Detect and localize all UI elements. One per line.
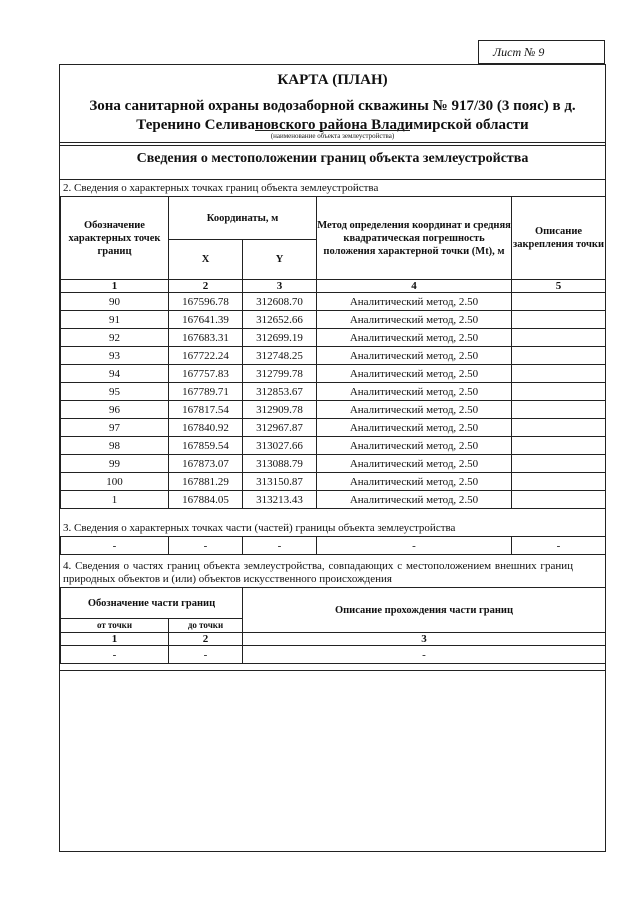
table-row <box>61 365 606 383</box>
cell-y: 312608.70 <box>243 293 317 311</box>
table-row <box>61 311 606 329</box>
col-number: 1 <box>61 280 169 293</box>
cell-point: 95 <box>61 383 169 401</box>
cell-desc <box>512 491 606 509</box>
table-cell: - <box>243 646 606 664</box>
cell-point: 91 <box>61 311 169 329</box>
cell-desc <box>512 293 606 311</box>
divider <box>60 142 605 143</box>
header-method: Метод определения координат и средняя квадратическая погрешность положения характерной точки (Mt), м <box>317 197 512 280</box>
table-cell: - <box>243 537 317 555</box>
cell-x: 167817.54 <box>169 401 243 419</box>
table-row <box>61 401 606 419</box>
points-table <box>60 196 606 509</box>
cell-point: 97 <box>61 419 169 437</box>
note-underline <box>255 130 410 131</box>
divider <box>60 179 605 180</box>
header-part-description: Описание прохождения части границ <box>243 588 606 633</box>
table-row <box>61 419 606 437</box>
cell-desc <box>512 329 606 347</box>
cell-point: 100 <box>61 473 169 491</box>
header-part-designation: Обозначение части границ <box>61 588 243 619</box>
cell-desc <box>512 437 606 455</box>
section3-label: 3. Сведения о характерных точках части (частей) границы объекта землеустройства <box>63 522 456 534</box>
cell-method: Аналитический метод, 2.50 <box>317 455 512 473</box>
cell-y: 312967.87 <box>243 419 317 437</box>
section4-label: 4. Сведения о частях границ объекта землеустройства, совпадающих с местоположением внешних границ природных объектов и (или) объектов искусственного происхождения <box>63 560 573 585</box>
cell-desc <box>512 455 606 473</box>
sheet-number-text: Лист № 9 <box>493 44 545 59</box>
divider <box>60 145 605 146</box>
cell-x: 167840.92 <box>169 419 243 437</box>
header-designation: Обозначение характерных точек границ <box>61 197 169 280</box>
cell-y: 313027.66 <box>243 437 317 455</box>
cell-y: 313213.43 <box>243 491 317 509</box>
cell-x: 167859.54 <box>169 437 243 455</box>
cell-method: Аналитический метод, 2.50 <box>317 329 512 347</box>
table-row <box>61 383 606 401</box>
cell-point: 98 <box>61 437 169 455</box>
cell-desc <box>512 419 606 437</box>
document-frame <box>59 64 606 852</box>
table-row <box>61 347 606 365</box>
table-cell: - <box>169 537 243 555</box>
cell-y: 312699.19 <box>243 329 317 347</box>
cell-y: 312853.67 <box>243 383 317 401</box>
cell-point: 93 <box>61 347 169 365</box>
cell-desc <box>512 311 606 329</box>
cell-method: Аналитический метод, 2.50 <box>317 473 512 491</box>
cell-x: 167789.71 <box>169 383 243 401</box>
sheet-number <box>478 40 605 64</box>
cell-x: 167884.05 <box>169 491 243 509</box>
object-name: Зона санитарной охраны водозаборной скважины № 917/30 (3 пояс) в д. Теренино Селивановского района Владимирской области <box>89 98 576 133</box>
header-y: Y <box>243 240 317 280</box>
table-cell: - <box>61 537 169 555</box>
cell-y: 313088.79 <box>243 455 317 473</box>
col-number: 3 <box>243 280 317 293</box>
cell-method: Аналитический метод, 2.50 <box>317 401 512 419</box>
col-number: 3 <box>243 633 606 646</box>
cell-y: 312652.66 <box>243 311 317 329</box>
cell-desc <box>512 473 606 491</box>
cell-x: 167873.07 <box>169 455 243 473</box>
cell-y: 313150.87 <box>243 473 317 491</box>
header-to-point: до точки <box>169 619 243 633</box>
divider <box>60 670 605 671</box>
cell-desc <box>512 347 606 365</box>
table-cell: - <box>61 646 169 664</box>
parts-points-table <box>60 536 606 555</box>
section2-label: 2. Сведения о характерных точках границ объекта землеустройства <box>63 182 379 194</box>
col-number: 4 <box>317 280 512 293</box>
cell-point: 90 <box>61 293 169 311</box>
header-x: X <box>169 240 243 280</box>
table-cell: - <box>169 646 243 664</box>
table-row <box>61 473 606 491</box>
cell-y: 312909.78 <box>243 401 317 419</box>
section-title: Сведения о местоположении границ объекта землеустройства <box>136 151 529 166</box>
cell-x: 167881.29 <box>169 473 243 491</box>
cell-desc <box>512 383 606 401</box>
cell-point: 92 <box>61 329 169 347</box>
table-cell: - <box>512 537 606 555</box>
cell-point: 99 <box>61 455 169 473</box>
col-number: 5 <box>512 280 606 293</box>
cell-y: 312748.25 <box>243 347 317 365</box>
table-row <box>61 437 606 455</box>
cell-x: 167722.24 <box>169 347 243 365</box>
cell-method: Аналитический метод, 2.50 <box>317 491 512 509</box>
cell-method: Аналитический метод, 2.50 <box>317 365 512 383</box>
header-coordinates: Координаты, м <box>169 197 317 240</box>
col-number: 2 <box>169 280 243 293</box>
cell-point: 1 <box>61 491 169 509</box>
col-number: 1 <box>61 633 169 646</box>
cell-method: Аналитический метод, 2.50 <box>317 347 512 365</box>
cell-y: 312799.78 <box>243 365 317 383</box>
table-cell: - <box>317 537 512 555</box>
table-row <box>61 293 606 311</box>
points-body <box>61 293 606 509</box>
object-name-note: (наименование объекта землеустройства) <box>270 132 395 140</box>
cell-point: 96 <box>61 401 169 419</box>
cell-x: 167757.83 <box>169 365 243 383</box>
table-row <box>61 455 606 473</box>
cell-x: 167641.39 <box>169 311 243 329</box>
table-row <box>61 491 606 509</box>
cell-x: 167683.31 <box>169 329 243 347</box>
cell-desc <box>512 401 606 419</box>
cell-point: 94 <box>61 365 169 383</box>
cell-method: Аналитический метод, 2.50 <box>317 419 512 437</box>
cell-method: Аналитический метод, 2.50 <box>317 293 512 311</box>
cell-method: Аналитический метод, 2.50 <box>317 383 512 401</box>
cell-method: Аналитический метод, 2.50 <box>317 437 512 455</box>
header-description: Описание закрепления точки <box>512 197 606 280</box>
col-number: 2 <box>169 633 243 646</box>
cell-method: Аналитический метод, 2.50 <box>317 311 512 329</box>
table-row <box>61 329 606 347</box>
cell-desc <box>512 365 606 383</box>
header-from-point: от точки <box>61 619 169 633</box>
cell-x: 167596.78 <box>169 293 243 311</box>
boundary-parts-table <box>60 587 606 664</box>
map-title: КАРТА (ПЛАН) <box>277 72 388 88</box>
